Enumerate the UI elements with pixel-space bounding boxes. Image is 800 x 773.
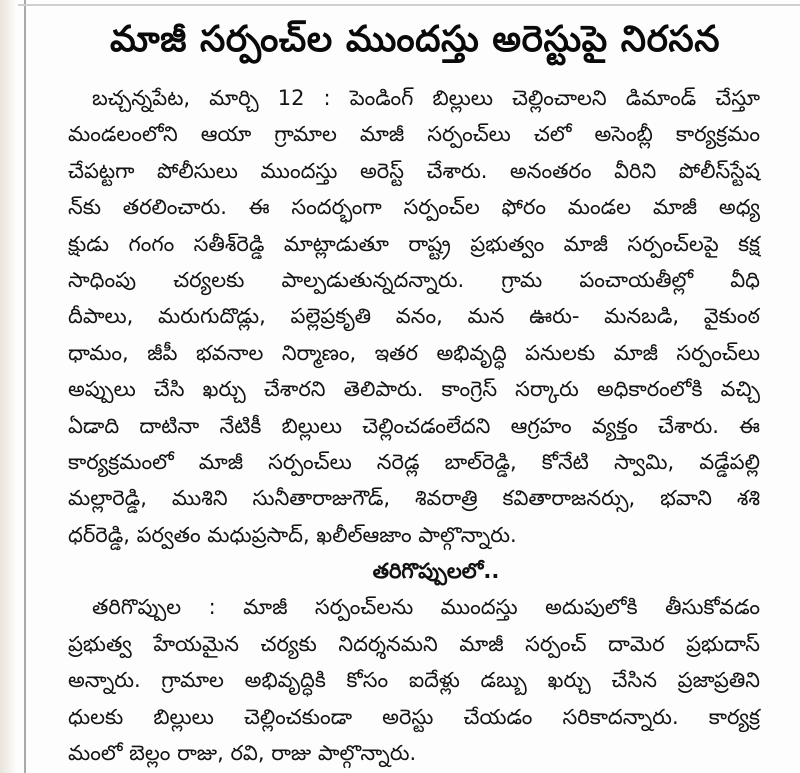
- article-body: [68, 80, 760, 771]
- body-line: న్‌కు తరలించారు. ఈ సందర్భంగా సర్పంచ్‌ల ఫోరం మండల మాజీ అధ్య: [68, 195, 760, 220]
- top-divider: [18, 4, 800, 6]
- body-line: బచ్చన్నపేట, మార్చి 12 : పెండింగ్ బిల్లులు చెల్లించాలని డిమాండ్ చేస్తూ: [92, 86, 760, 110]
- section-subheading: తరిగొప్పులలో..: [372, 559, 500, 584]
- body-line: ప్రభుత్వ హేయమైన చర్యకు నిదర్శనమని మాజీ సర్పంచ్ దామెర ప్రభుదాస్: [68, 631, 760, 656]
- body-line: మంలో బెల్లం రాజు, రవి, రాజు పాల్గొన్నారు.: [68, 741, 417, 766]
- page-edge-shadow: [0, 0, 16, 773]
- body-line: అప్పులు చేసి ఖర్చు చేశారని తెలిపారు. కాంగ్రెస్ సర్కారు అధికారంలోకి వచ్చి: [68, 377, 760, 402]
- body-line: మల్లారెడ్డి, ముశిని సునీతారాజుగౌడ్, శివరాత్రి కవితారాజనర్సు, భవాని శశి: [68, 486, 760, 511]
- body-line: ఏడాది దాటినా నేటికీ బిల్లులు చెల్లించడంలేదని ఆగ్రహం వ్యక్తం చేశారు. ఈ: [68, 413, 760, 438]
- body-line: కార్యక్రమంలో మాజీ సర్పంచ్‌లు నరెడ్ల బాల్‌రెడ్డి, కోనేటి స్వామి, వడ్డేపల్లి: [68, 449, 760, 474]
- body-line: ధులకు బిల్లులు చెల్లించకుండా అరెస్టు చేయడం సరికాదన్నారు. కార్యక్ర: [68, 704, 760, 729]
- column-divider: [24, 0, 26, 773]
- body-line: క్షుడు గంగం సతీశ్‌రెడ్డి మాట్లాడుతూ రాష్ట్ర ప్రభుత్వం మాజీ సర్పంచ్‌లపై కక్ష: [68, 231, 760, 256]
- body-line: ధర్‌రెడ్డి, పర్వతం మధుప్రసాద్, ఖలీల్‌ఆజాం పాల్గొన్నారు.: [68, 522, 517, 547]
- body-line: మండలంలోని ఆయా గ్రామాల మాజీ సర్పంచ్‌లు చలో అసెంబ్లీ కార్యక్రమం: [68, 122, 760, 147]
- body-line: చేపట్టగా పోలీసులు ముందస్తు అరెస్ట్ చేశారు. అనంతరం వీరిని పోలీస్‌స్టేష: [68, 158, 760, 183]
- body-line: ధామం, జీపీ భవనాల నిర్మాణం, ఇతర అభివృద్ధి పనులకు మాజీ సర్పంచ్‌లు: [68, 340, 760, 365]
- body-line: దీపాలు, మరుగుదొడ్లు, పల్లెప్రకృతి వనం, మన ఊరు- మనబడి, వైకుంఠ: [68, 304, 760, 329]
- body-line: తరిగొప్పుల : మాజీ సర్పంచ్‌లను ముందస్తు అదుపులోకి తీసుకోవడం: [92, 595, 760, 620]
- body-line: సాధింపు చర్యలకు పాల్పడుతున్నదన్నారు. గ్రామ పంచాయతీల్లో వీధి: [68, 267, 760, 292]
- body-line: అన్నారు. గ్రామాల అభివృద్ధికి కోసం ఐదేళ్లు డబ్బు ఖర్చు చేసిన ప్రజాప్రతిని: [68, 668, 760, 693]
- article-headline: మాజీ సర్పంచ్‌ల ముందస్తు అరెస్టుపై నిరసన: [110, 19, 720, 60]
